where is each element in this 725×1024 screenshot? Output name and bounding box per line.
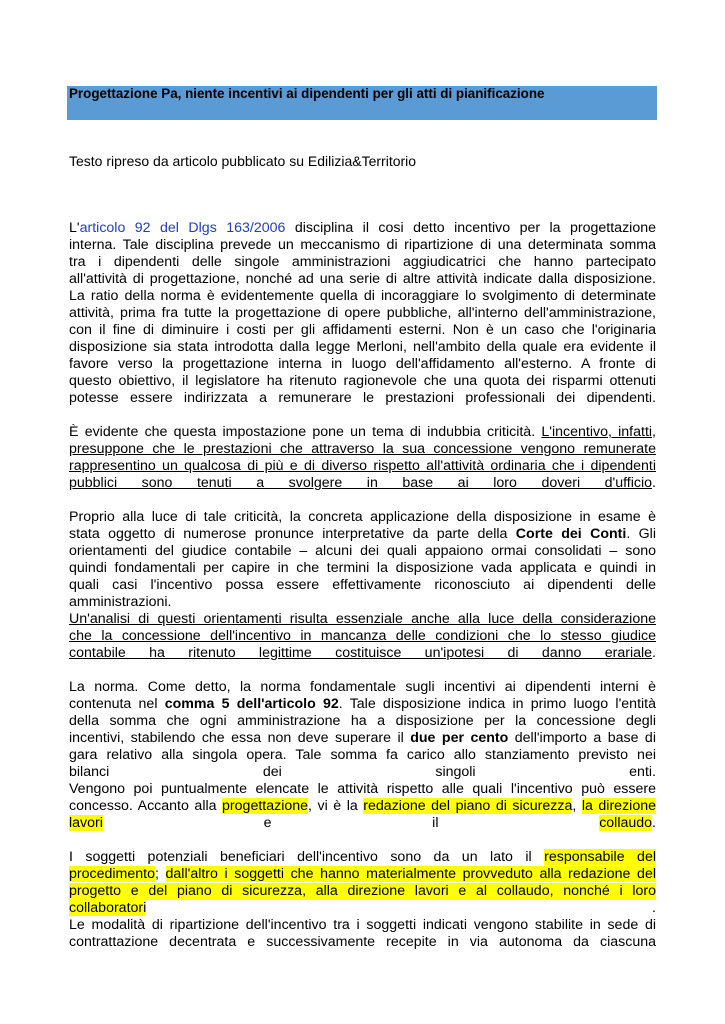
highlighted-text: dall'altro i soggetti che hanno materialmente provveduto alla redazione del	[165, 866, 656, 882]
paragraph-1-line: all'attività di progettazione, nonché ad una serie di altre attività indicate dalla disposizione.	[69, 271, 656, 287]
text: .	[652, 645, 656, 661]
text: . Gli	[626, 526, 656, 542]
text: , vi è la	[308, 798, 364, 814]
highlighted-text: procedimento	[69, 866, 155, 882]
text: dell'importo a base di	[508, 730, 656, 746]
bold-text: Corte dei Conti	[515, 526, 627, 542]
text: contenuta nel	[69, 696, 165, 712]
paragraph-3-line: che la concessione dell'incentivo in mancanza delle condizioni che lo stesso giudice	[69, 628, 656, 644]
text: .	[652, 475, 656, 491]
paragraph-gap	[69, 492, 656, 509]
paragraph-4-line-4	[69, 730, 656, 747]
paragraph-3-line: Un'analisi di questi orientamenti risulta essenziale anche alla luce della considerazione	[69, 611, 656, 627]
underlined-text: contabile ha ritenuto legittime costituisce un'ipotesi di danno erariale	[69, 645, 653, 661]
paragraph-gap	[69, 662, 656, 679]
paragraph-3-line: quindi fondamentali per capire in che termini la disposizione vada applicata e quindi in	[69, 560, 656, 576]
highlighted-text: collaudo	[599, 815, 653, 831]
paragraph-2-line: rappresentino un qualcosa di più e di diverso rispetto all'attività ordinaria che i dipendenti	[69, 458, 656, 474]
paragraph-gap	[69, 832, 656, 849]
paragraph-4-line: gara relativo alla singola opera. Tale somma fa carico allo stanziamento previsto nei	[69, 747, 656, 763]
text: concesso. Accanto alla	[69, 798, 223, 814]
paragraph-5-line: progetto e del piano di sicurezza, alla direzione lavori e al collaudo, nonché i loro	[69, 883, 656, 899]
article-92-link[interactable]: articolo 92 del Dlgs 163/2006	[79, 220, 286, 236]
paragraph-1-line: La ratio della norma è evidentemente quella di incoraggiare lo svolgimento di determinate	[69, 288, 656, 304]
highlighted-text: la direzione	[581, 798, 656, 814]
paragraph-1-line-1	[69, 220, 656, 237]
highlighted-text: responsabile del	[544, 849, 656, 865]
text: stata oggetto di numerose pronunce interpretative da parte della	[69, 526, 516, 542]
paragraph-4-line: della somma che ogni amministrazione ha a disposizione per la concessione degli	[69, 713, 656, 729]
paragraph-3-line: amministrazioni.	[69, 594, 172, 610]
paragraph-3-line-9	[69, 645, 656, 662]
text: I soggetti potenziali beneficiari dell'incentivo sono da un lato il	[69, 849, 545, 865]
paragraph-1-line: disposizione sia stata introdotta dalla legge Merloni, nell'ambito della quale era evidente il	[69, 339, 656, 355]
text: È evidente che questa impostazione pone un tema di indubbia criticità.	[69, 424, 542, 440]
paragraph-5-line: contrattazione decentrata e successivamente recepite in via autonoma da ciascuna	[69, 934, 656, 950]
text: ;	[154, 866, 166, 882]
bold-text: comma 5 dell'articolo 92	[164, 696, 339, 712]
paragraph-1-line: con il fine di diminuire i costi per gli affidamenti esterni. Non è un caso che l'originaria	[69, 322, 656, 338]
highlighted-text: redazione del piano di sicurezza	[363, 798, 573, 814]
paragraph-3-line-2	[69, 526, 656, 543]
highlighted-text: lavori	[69, 815, 103, 831]
paragraph-4-line-8	[69, 798, 656, 815]
underlined-text: L'incentivo, infatti,	[541, 424, 656, 440]
document-body	[69, 220, 656, 951]
paragraph-3-line: Proprio alla luce di tale criticità, la concreta applicazione della disposizione in esame è	[69, 509, 656, 525]
highlighted-text: progettazione	[222, 798, 309, 814]
document-title: Progettazione Pa, niente incentivi ai dipendenti per gli atti di pianificazione	[69, 86, 545, 101]
paragraph-5-line-4	[69, 900, 656, 917]
paragraph-1-line: tra i dipendenti delle singole amministrazioni aggiudicatrici che hanno partecipato	[69, 254, 656, 270]
text: L'	[69, 220, 80, 236]
paragraph-2-line-4	[69, 475, 656, 492]
paragraph-3-line: quali casi l'incentivo possa essere effettivamente riconosciuto ai dipendenti delle	[69, 577, 656, 593]
paragraph-5-line-1	[69, 849, 656, 866]
bold-text: due per cento	[410, 730, 509, 746]
document-subtitle: Testo ripreso da articolo pubblicato su Edilizia&Territorio	[69, 153, 417, 169]
paragraph-4-line: bilanci dei singoli enti.	[69, 764, 656, 780]
title-bar	[67, 86, 657, 120]
paragraph-2-line-1	[69, 424, 656, 441]
paragraph-4-line: La norma. Come detto, la norma fondamentale sugli incentivi ai dipendenti interni è	[69, 679, 656, 695]
paragraph-1-line: questo obiettivo, il legislatore ha ritenuto ragionevole che una quota dei risparmi ottenuti	[69, 373, 656, 389]
text: . Tale disposizione indica in primo luogo l'entità	[338, 696, 656, 712]
highlighted-text: collaboratori	[69, 900, 147, 916]
paragraph-2-line: presuppone che le prestazioni che attraverso la sua concessione vengono remunerate	[69, 441, 656, 457]
paragraph-1-line: attività, prima fra tutte la progettazione di opere pubbliche, all'interno dell'amministrazione,	[69, 305, 656, 321]
paragraph-5-line: Le modalità di ripartizione dell'incentivo tra i soggetti indicati vengono stabilite in sede di	[69, 917, 656, 933]
paragraph-4-line-2	[69, 696, 656, 713]
text: disciplina il cosi detto incentivo per la progettazione	[285, 220, 656, 236]
text: .	[652, 900, 656, 916]
paragraph-1-line: interna. Tale disciplina prevede un meccanismo di ripartizione di una determinata somma	[69, 237, 656, 253]
paragraph-1-line: potesse essere indirizzata a remunerare le prestazioni professionali dei dipendenti.	[69, 390, 656, 406]
paragraph-4-line: Vengono poi puntualmente elencate le attività rispetto alle quali l'incentivo può essere	[69, 781, 656, 797]
text: incentivi, stabilendo che essa non deve superare il	[69, 730, 411, 746]
paragraph-5-line-2	[69, 866, 656, 883]
text: .	[652, 815, 656, 831]
paragraph-4-line-9	[69, 815, 656, 832]
paragraph-1-line: favore verso la progettazione interna in luogo dell'affidamento all'esterno. A fronte di	[69, 356, 656, 372]
underlined-text: pubblici sono tenuti a svolgere in base ai loro doveri d'ufficio	[69, 475, 653, 491]
paragraph-gap	[69, 407, 656, 424]
text: ,	[572, 798, 582, 814]
text: e il	[102, 815, 600, 831]
paragraph-3-line: orientamenti del giudice contabile – alcuni dei quali appaiono ormai consolidati – sono	[69, 543, 656, 559]
